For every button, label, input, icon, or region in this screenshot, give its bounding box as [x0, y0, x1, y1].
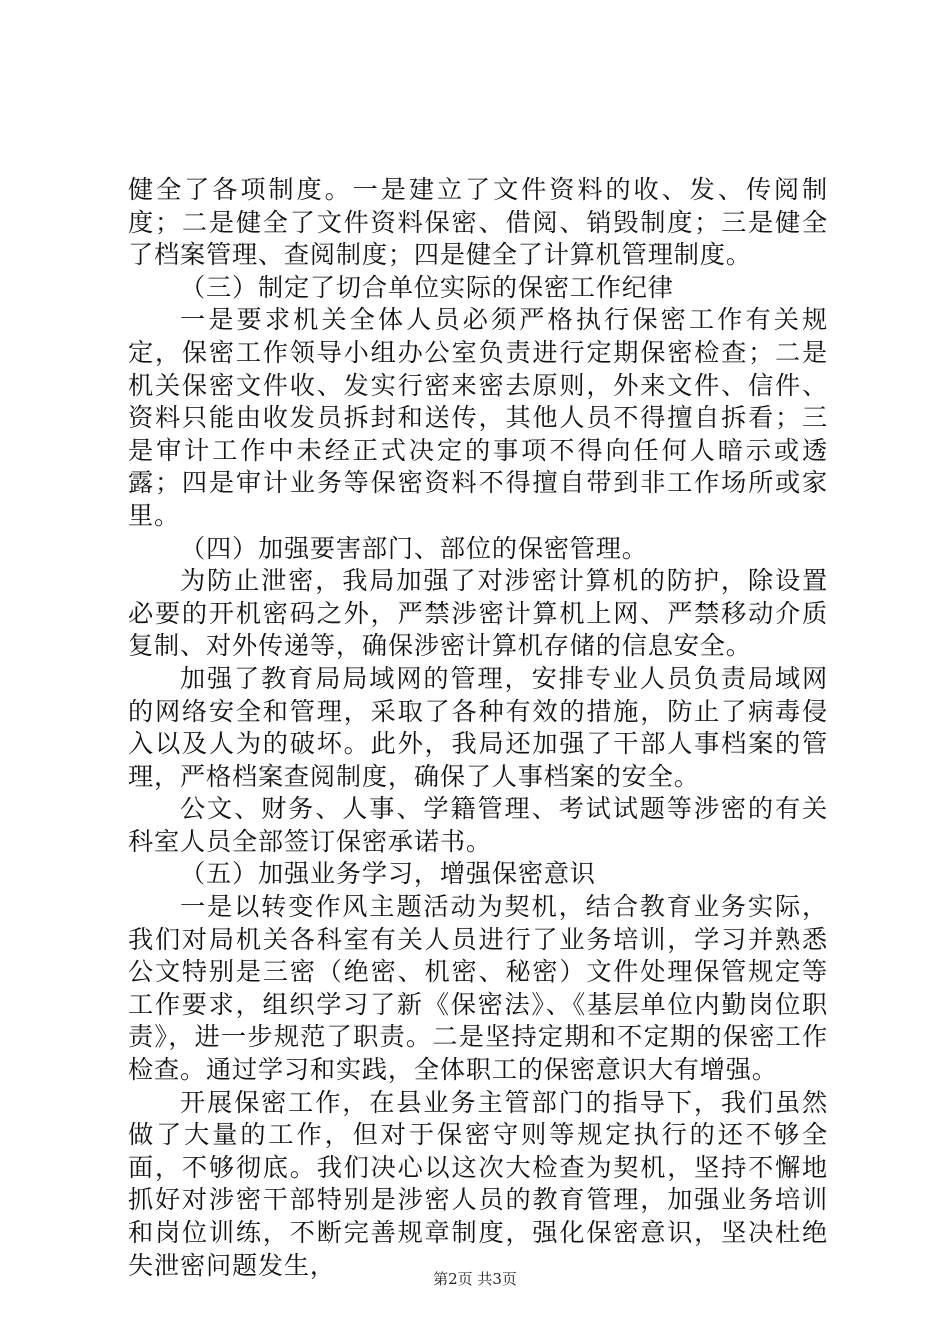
- page-footer: [0, 1268, 950, 1289]
- section-heading-3: （三）制定了切合单位实际的保密工作纪律: [180, 272, 674, 302]
- document-body: [128, 174, 828, 1282]
- page-number-label: 第2页 共3页: [433, 1270, 517, 1288]
- paragraph-3: 一是要求机关全体人员必须严格执行保密工作有关规定，保密工作领导小组办公室负责进行定期保密检查；二是机关保密文件收、发实行密来密去原则，外来文件、信件、资料只能由收发员拆封和送传，其他人员不得擅自拆看；三是审计工作中未经正式决定的事项不得向任何人暗示或透露；四是审计业务等保密资料不得擅自带到非工作场所或家里。: [128, 305, 828, 530]
- paragraph-9: 一是以转变作风主题活动为契机，结合教育业务实际，我们对局机关各科室有关人员进行了业务培训，学习并熟悉公文特别是三密（绝密、机密、秘密）文件处理保管规定等工作要求，组织学习了新《保密法》、《基层单位内勤岗位职责》，进一步规范了职责。二是坚持定期和不定期的保密工作检查。通过学习和实践，全体职工的保密意识大有增强。: [128, 892, 828, 1085]
- paragraph-10: 开展保密工作，在县业务主管部门的指导下，我们虽然做了大量的工作，但对于保密守则等规定执行的还不够全面，不够彻底。我们决心以这次大检查为契机，坚持不懈地抓好对涉密干部特别是涉密人员的教育管理，加强业务培训和岗位训练，不断完善规章制度，强化保密意识，坚决杜绝失泄密问题发生，: [128, 1087, 828, 1280]
- paragraph-7: 公文、财务、人事、学籍管理、考试试题等涉密的有关科室人员全部签订保密承诺书。: [128, 794, 828, 856]
- section-heading-5: （五）加强业务学习，增强保密意识: [180, 859, 596, 889]
- paragraph-6: 加强了教育局局域网的管理，安排专业人员负责局域网的网络安全和管理，采取了各种有效的措施，防止了病毒侵入以及人为的破坏。此外，我局还加强了干部人事档案的管理，严格档案查阅制度，确保了人事档案的安全。: [128, 663, 828, 791]
- paragraph-1: 健全了各项制度。一是建立了文件资料的收、发、传阅制度；二是健全了文件资料保密、借阅、销毁制度；三是健全了档案管理、查阅制度；四是健全了计算机管理制度。: [128, 175, 828, 270]
- section-heading-4: （四）加强要害部门、部位的保密管理。: [180, 533, 648, 563]
- paragraph-5: 为防止泄密，我局加强了对涉密计算机的防护，除设置必要的开机密码之外，严禁涉密计算机上网、严禁移动介质复制、对外传递等，确保涉密计算机存储的信息安全。: [128, 566, 828, 661]
